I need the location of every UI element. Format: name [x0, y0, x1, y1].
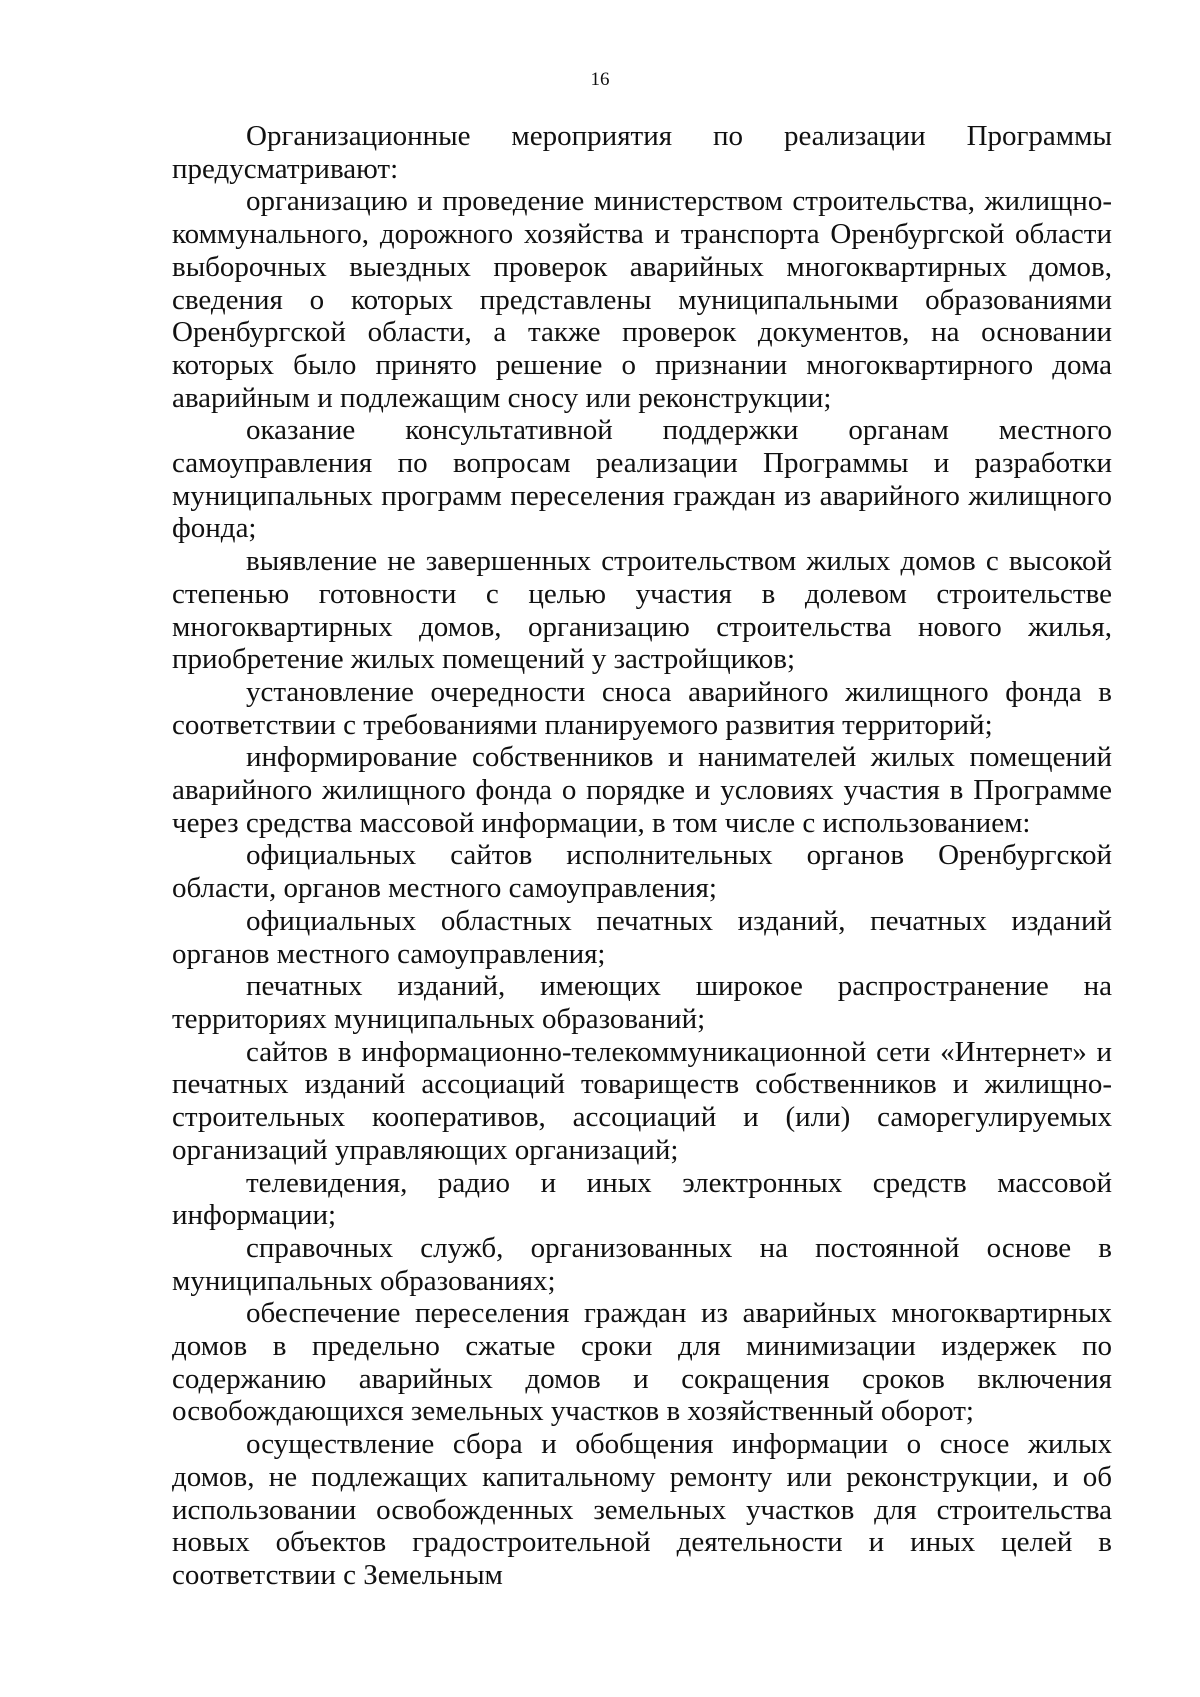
- paragraph-data-collection: осуществление сбора и обобщения информации о сносе жилых домов, не подлежащих капитальному ремонту или реконструкции, и об использовании освобожденных земельных участков для строительства новых объектов градостроительной деятельности и иных целей в соответствии с Земельным: [172, 1428, 1112, 1591]
- page-number: 16: [590, 69, 610, 90]
- paragraph-unfinished-houses: выявление не завершенных строительством жилых домов с высокой степенью готовности с целью участия в долевом строительстве многоквартирных домов, организацию строительства нового жилья, приобретение жилых помещений у застройщиков;: [172, 545, 1112, 676]
- paragraph-tv-radio: телевидения, радио и иных электронных средств массовой информации;: [172, 1166, 1112, 1232]
- paragraph-help-services: справочных служб, организованных на постоянной основе в муниципальных образованиях;: [172, 1231, 1112, 1297]
- document-body: [172, 120, 1112, 1592]
- paragraph-official-sites: официальных сайтов исполнительных органов Оренбургской области, органов местного самоуправления;: [172, 839, 1112, 905]
- paragraph-official-print: официальных областных печатных изданий, печатных изданий органов местного самоуправления;: [172, 904, 1112, 970]
- paragraph-wide-print: печатных изданий, имеющих широкое распространение на территориях муниципальных образований;: [172, 970, 1112, 1035]
- paragraph-internet-sites: сайтов в информационно-телекоммуникационной сети «Интернет» и печатных изданий ассоциаций товариществ собственников и жилищно-строительных кооперативов, ассоциаций и (или) саморегулируемых организаций управляющих организаций;: [172, 1035, 1112, 1166]
- paragraph-inspections: организацию и проведение министерством строительства, жилищно-коммунального, дорожного хозяйства и транспорта Оренбургской области выборочных выездных проверок аварийных многоквартирных домов, сведения о которых представлены муниципальными образованиями Оренбургской области, а также проверок документов, на основании которых было принято решение о признании многоквартирного дома аварийным и подлежащим сносу или реконструкции;: [172, 185, 1112, 414]
- paragraph-intro: Организационные мероприятия по реализации Программы предусматривают:: [172, 120, 1112, 185]
- paragraph-informing: информирование собственников и нанимателей жилых помещений аварийного жилищного фонда о порядке и условиях участия в Программе через средства массовой информации, в том числе с использованием:: [172, 741, 1112, 839]
- paragraph-resettlement: обеспечение переселения граждан из аварийных многоквартирных домов в предельно сжатые сроки для минимизации издержек по содержанию аварийных домов и сокращения сроков включения освобождающихся земельных участков в хозяйственный оборот;: [172, 1297, 1112, 1428]
- paragraph-consulting: оказание консультативной поддержки органам местного самоуправления по вопросам реализации Программы и разработки муниципальных программ переселения граждан из аварийного жилищного фонда;: [172, 414, 1112, 545]
- paragraph-demolition-order: установление очередности сноса аварийного жилищного фонда в соответствии с требованиями планируемого развития территорий;: [172, 675, 1112, 741]
